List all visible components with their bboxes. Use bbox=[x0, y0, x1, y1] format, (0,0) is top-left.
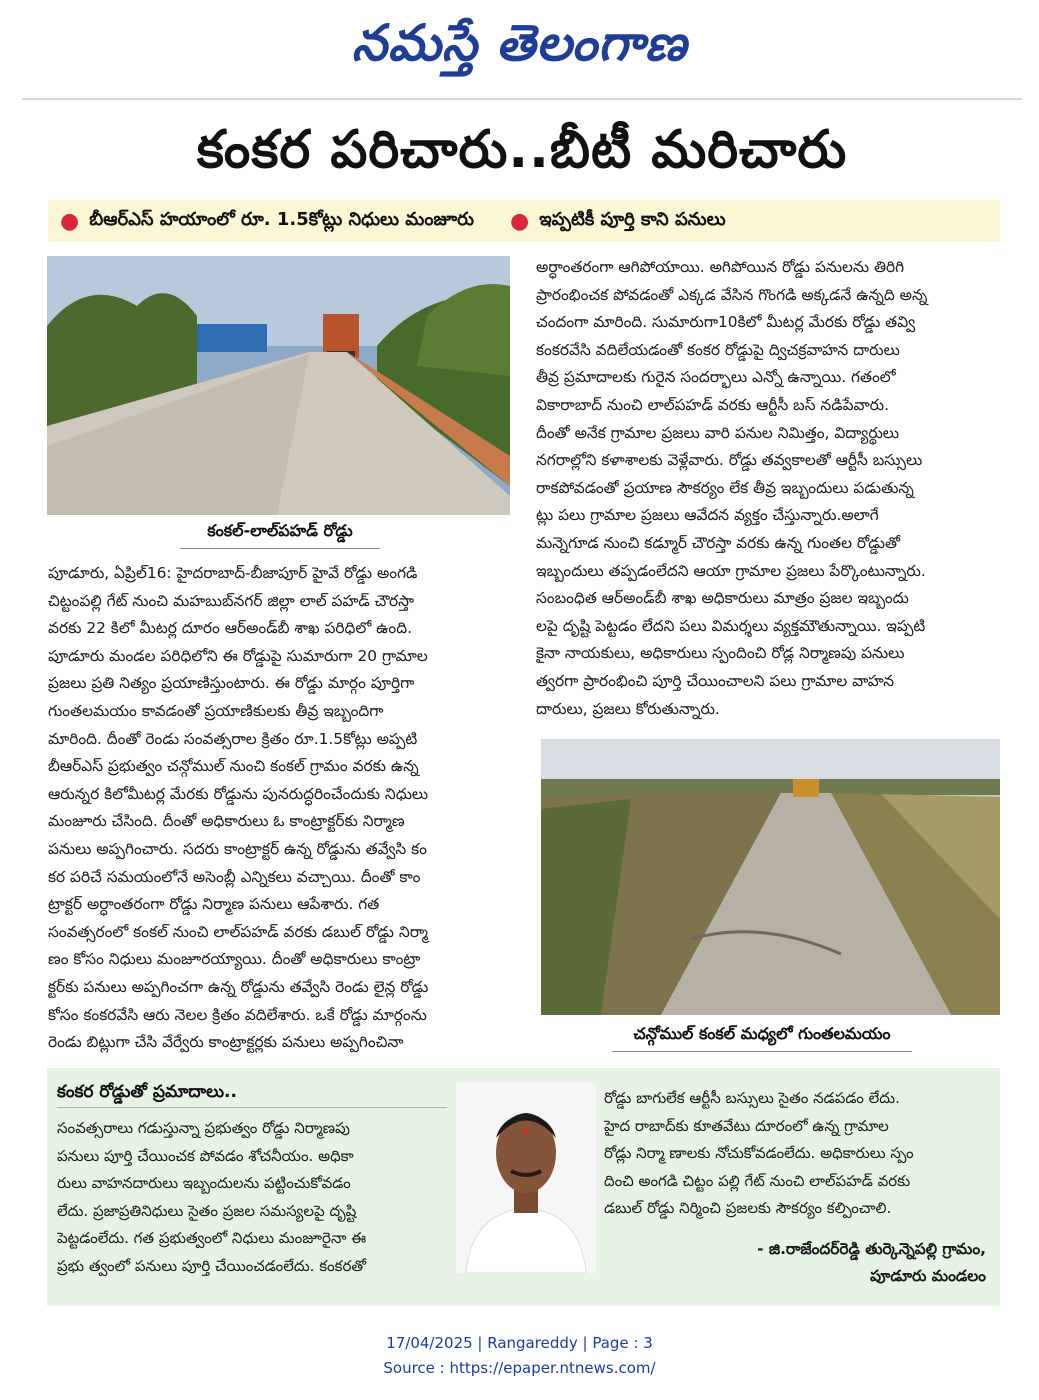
subhead-item bbox=[510, 209, 726, 234]
text-line: లేదు. ప్రజాప్రతినిధులు సైతం ప్రజల సమస్యలపై దృష్టి bbox=[57, 1201, 357, 1220]
text-line: పూడూరు, ఏప్రిల్16: హైదరాబాద్‌-బీజాపూర్ హైవే రోడ్డు అంగడి bbox=[48, 564, 418, 582]
text-line: వికారాబాద్ నుంచి లాల్‌పహడ్ వరకు ఆర్టీసీ బస్ నడిపేవారు. bbox=[536, 395, 890, 414]
subhead-bar bbox=[48, 200, 1000, 242]
text-line: బీఆర్ఎస్ ప్రభుత్వం చన్గోముల్ నుంచి కంకల్ గ్రామం వరకు ఉన్న bbox=[48, 757, 419, 776]
quote-box-title: కంకర రోడ్డుతో ప్రమాదాలు.. bbox=[57, 1082, 237, 1102]
text-line: కర పరిచే సమయంలోనే అసెంబ్లీ ఎన్నికలు వచ్చాయి. దీంతో కాం bbox=[48, 867, 421, 886]
text-line: రాకపోవడంతో ప్రయాణ సౌకర్యం లేక తీవ్ర ఇబ్బందులు పడుతున్న bbox=[536, 478, 914, 497]
subhead-item bbox=[60, 209, 474, 234]
bullet-icon: ● bbox=[60, 208, 80, 234]
photo-1-caption: కంకల్‌-లాల్‌పహడ్ రోడ్డు bbox=[180, 521, 380, 549]
text-line: పెట్టడంలేదు. గత ప్రభుత్వంలో నిధులు మంజూరైనా ఈ bbox=[57, 1229, 367, 1248]
text-line: సంవత్సరాలు గడుస్తున్నా ప్రభుత్వం రోడ్డు నిర్మాణపు bbox=[57, 1119, 350, 1137]
text-line: లపై దృష్టి పెట్టడం లేదని పలు విమర్శలు వ్యక్తమౌతున్నాయి. ఇప్పటి bbox=[536, 616, 926, 635]
text-line: ప్రారంభించక పోవడంతో ఎక్కడ వేసిన గొంగడి అక్కడనే ఉన్నది అన్న bbox=[536, 285, 928, 304]
text-line: పనులు పూర్తి చేయించక పోవడం శోచనీయం. అధికా bbox=[57, 1146, 354, 1165]
text-line: నగరాల్లోని కళాశాలకు వెళ్లేవారు. రోడ్డు తవ్వకాలతో ఆర్టీసీ బస్సులు bbox=[536, 451, 923, 470]
signature-line: - జి.రాజేందర్‌రెడ్డి తుర్కెన్నెపల్లి గ్రామం, bbox=[757, 1240, 986, 1258]
right-column bbox=[536, 254, 1002, 729]
masthead-divider bbox=[22, 98, 1022, 100]
text-line: ఇబ్బందులు తప్పడంలేదని ఆయా గ్రామాల ప్రజలు పేర్కొంటున్నారు. bbox=[536, 561, 926, 580]
text-line: దారులు, ప్రజలు కోరుతున్నారు. bbox=[536, 699, 720, 718]
text-line: పనులు అప్పగించారు. సదరు కాంట్రాక్టర్ ఉన్న రోడ్డును తవ్వేసి కం bbox=[48, 839, 427, 858]
text-line: కోసం కంకరవేసి ఆరు నెలల క్రితం వదిలేశారు. ఒకే రోడ్డు మార్గంను bbox=[48, 1005, 427, 1024]
road-photo-2 bbox=[541, 739, 1000, 1015]
text-line: డబుల్ రోడ్డు నిర్మించి ప్రజలకు సౌకర్యం కల్పించాలి. bbox=[604, 1199, 892, 1218]
subhead-text: ఇప్పటికీ పూర్తి కాని పనులు bbox=[539, 208, 726, 230]
text-line: రోడ్లు నిర్మా ణాలకు నోచుకోవడంలేదు. అధికారులు స్పం bbox=[604, 1144, 914, 1163]
text-line: రోడ్డు బాగులేక ఆర్టీసీ బస్సులు సైతం నడపడం లేదు. bbox=[604, 1089, 900, 1107]
footer-date-edition: 17/04/2025 | Rangareddy | Page : 3 bbox=[386, 1334, 653, 1352]
text-line: త్వరగా ప్రారంభించి పూర్తి చేయించాలని పలు గ్రామాల వాహన bbox=[536, 671, 895, 690]
text-line: వరకు 22 కిలో మీటర్ల దూరం ఆర్అండ్‌బీ శాఖ పరిధిలో ఉంది. bbox=[48, 619, 412, 638]
text-line: మారింది. దీంతో రెండు సంవత్సరాల క్రితం రూ.1.5కోట్లు అప్పటి bbox=[48, 729, 418, 748]
quote-box-right-text bbox=[604, 1085, 986, 1227]
text-line: ఆరున్నర కిలోమీటర్ల మేరకు రోడ్డును పునరుద్ధరించేందుకు నిధులు bbox=[48, 784, 429, 803]
headline: కంకర పరిచారు..బీటీ మరిచారు bbox=[196, 120, 848, 180]
text-line: సంవత్సరంలో కంకల్ నుంచి లాల్‌పహడ్ వరకు డబుల్ రోడ్డు నిర్మా bbox=[48, 922, 429, 941]
text-line: తీవ్ర ప్రమాదాలకు గురైన సందర్భాలు ఎన్నో ఉన్నాయి. గతంలో bbox=[536, 368, 896, 387]
text-line: అర్ధాంతరంగా ఆగిపోయాయి. అగిపోయిన రోడ్డు పనులను తిరిగి bbox=[536, 258, 905, 276]
text-line: చందంగా మారింది. సుమారుగా10కిలో మీటర్ల మేరకు రోడ్డు తవ్వి bbox=[536, 313, 916, 332]
text-line: గుంతలమయం కావడంతో ప్రయాణికులకు తీవ్ర ఇబ్బందిగా bbox=[48, 701, 384, 720]
subhead-text: బీఆర్ఎస్ హయాంలో రూ. 1.5కోట్లు నిధులు మంజూరు bbox=[89, 208, 475, 230]
signature-line: పూడూరు మండలం bbox=[870, 1267, 986, 1285]
quote-box-title-rule bbox=[57, 1107, 447, 1108]
text-line: ణం కోసం నిధులు మంజూరయ్యాయి. దీంతో అధికారులు కాంట్రా bbox=[48, 950, 421, 969]
text-line: మన్నెగూడ నుంచి కడ్మూర్ చౌరస్తా వరకు ఉన్న గుంతల రోడ్డుతో bbox=[536, 533, 900, 552]
masthead-logo: నమస్తే తెలంగాణ bbox=[351, 13, 688, 72]
text-line: రులు వాహనదారులు ఇబ్బందులను పట్టించుకోవడం bbox=[57, 1174, 351, 1193]
text-line: దీంతో అనేక గ్రామాల ప్రజలు వారి పనుల నిమిత్తం, విద్యార్థులు bbox=[536, 423, 900, 442]
bullet-icon: ● bbox=[510, 208, 530, 234]
text-line: క్టర్‌కు పనులు అప్పగించగా ఉన్న రోడ్డును తవ్వేసి రెండు లైన్ల రోడ్డు bbox=[48, 977, 429, 996]
road-photo-1 bbox=[47, 256, 510, 515]
portrait-photo bbox=[456, 1083, 596, 1273]
quote-box-left-text bbox=[57, 1115, 449, 1285]
text-line: రెండు బిట్లుగా చేసి వేర్వేరు కాంట్రాక్టర్లకు పనులు అప్పగించినా bbox=[48, 1033, 404, 1052]
text-line: ప్రభు త్వంలో పనులు పూర్తి చేయించడంలేదు. కంకరతో bbox=[57, 1256, 367, 1275]
quote-signature bbox=[604, 1236, 986, 1290]
photo-2-caption: చన్గోముల్ కంకల్ మధ్యలో గుంతలమయం bbox=[612, 1024, 912, 1052]
text-line: మంజూరు చేసింది. దీంతో అధికారులు ఓ కాంట్రాక్టర్‌కు నిర్మాణ bbox=[48, 812, 405, 831]
left-column bbox=[48, 560, 511, 1060]
footer-source: Source : https://epaper.ntnews.com/ bbox=[383, 1359, 656, 1377]
text-line: సంబంధిత ఆర్అండ్‌బీ శాఖ అధికారులు మాత్రం ప్రజల ఇబ్బందు bbox=[536, 589, 909, 608]
text-line: ప్రజలు ప్రతి నిత్యం ప్రయాణిస్తుంటారు. ఈ రోడ్డు మార్గం పూర్తిగా bbox=[48, 674, 415, 693]
text-line: దించి అంగడి చిట్టం పల్లి గేట్ నుంచి లాల్‌పహడ్ వరకు bbox=[604, 1171, 911, 1190]
text-line: చిట్టంపల్లి గేట్ నుంచి మహబుబ్‌నగర్ జిల్లా లాల్ పహడ్ చౌరస్తా bbox=[48, 591, 414, 610]
text-line: ట్రాక్టర్ అర్ధాంతరంగా రోడ్డు నిర్మాణ పనులు ఆపేశారు. గత bbox=[48, 895, 380, 914]
text-line: పూడూరు మండల పరిధిలోని ఈ రోడ్డుపై సుమారుగా 20 గ్రామాల bbox=[48, 646, 428, 665]
text-line: హైద రాబాద్‌కు కూతవేటు దూరంలో ఉన్న గ్రామాల bbox=[604, 1116, 889, 1135]
text-line: కైనా నాయకులు, అధికారులు స్పందించి రోడ్ల నిర్మాణపు పనులు bbox=[536, 644, 905, 663]
text-line: ట్లు పలు గ్రామాల ప్రజలు ఆవేదన వ్యక్తం చేస్తున్నారు.అలాగే bbox=[536, 506, 879, 525]
text-line: కంకరవేసి వదిలేయడంతో కంకర రోడ్డుపై ద్విచక్రవాహన దారులు bbox=[536, 340, 900, 359]
